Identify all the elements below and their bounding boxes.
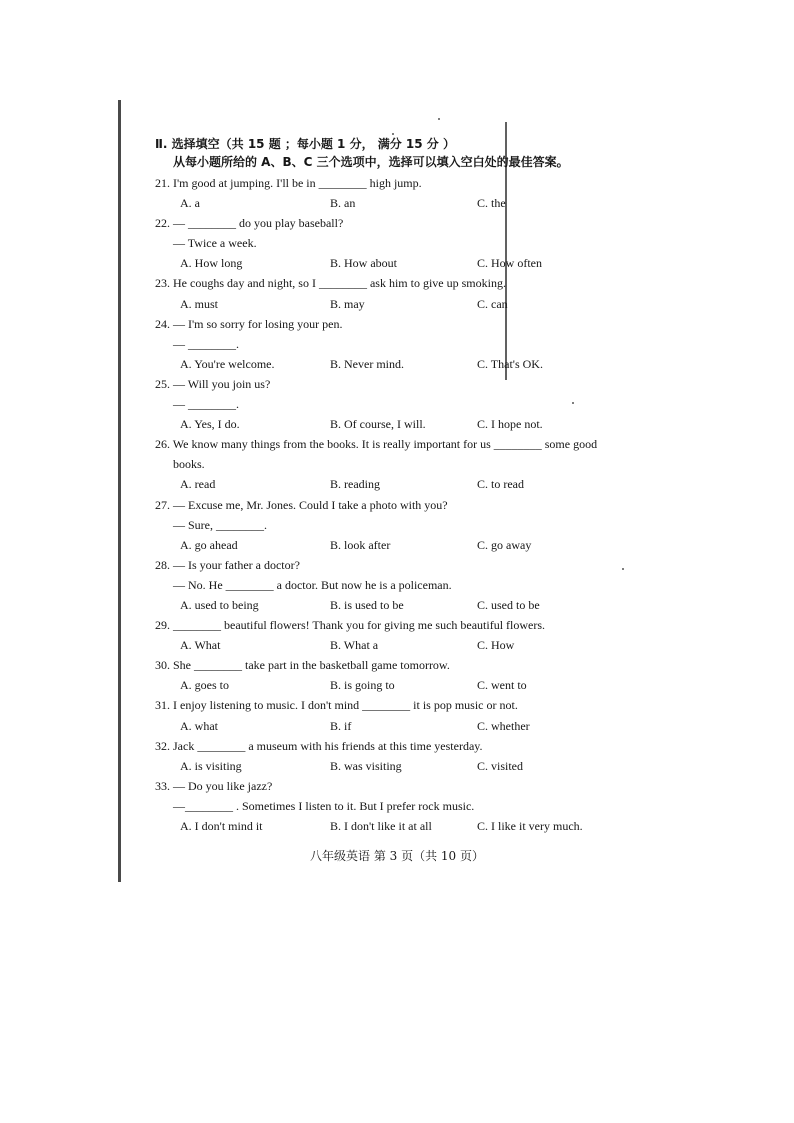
question-item — [155, 213, 645, 273]
answer-option-c: C. can — [477, 296, 508, 311]
question-item — [155, 695, 645, 735]
scan-speck — [438, 118, 440, 120]
question-item — [155, 736, 645, 776]
answer-option-a: A. What — [180, 638, 221, 653]
answer-option-c: C. whether — [477, 718, 530, 733]
answer-option-b: B. an — [330, 196, 356, 211]
question-item — [155, 273, 645, 313]
question-line: — Sure, ________. — [173, 517, 267, 532]
answer-option-c: C. went to — [477, 678, 527, 693]
question-line: — ________. — [173, 397, 239, 412]
question-item — [155, 776, 645, 836]
page-footer: 八年级英语 第 3 页（共 10 页） — [310, 849, 484, 863]
question-line: — No. He ________ a doctor. But now he is a policeman. — [173, 577, 452, 592]
answer-option-a: A. must — [180, 296, 219, 311]
question-stem: 24. — I'm so sorry for losing your pen. — [155, 316, 343, 331]
answer-option-c: C. That's OK. — [477, 356, 543, 371]
answer-options — [155, 595, 645, 615]
question-item — [155, 655, 645, 695]
answer-option-c: C. go away — [477, 537, 532, 552]
question-stem: 32. Jack ________ a museum with his friends at this time yesterday. — [155, 738, 483, 753]
answer-option-b: B. Never mind. — [330, 356, 404, 371]
answer-option-b: B. was visiting — [330, 758, 402, 773]
answer-option-a: A. How long — [180, 256, 243, 271]
answer-option-a: A. Yes, I do. — [180, 417, 240, 432]
answer-options — [155, 474, 645, 494]
answer-option-c: C. I hope not. — [477, 417, 543, 432]
answer-option-a: A. goes to — [180, 678, 229, 693]
answer-option-b: B. if — [330, 718, 352, 733]
question-line: — Twice a week. — [173, 236, 257, 251]
question-stem: 31. I enjoy listening to music. I don't mind ________ it is pop music or not. — [155, 698, 518, 713]
answer-options — [155, 675, 645, 695]
question-line: books. — [173, 457, 205, 472]
question-line: — ________. — [173, 336, 239, 351]
answer-option-b: B. reading — [330, 477, 380, 492]
answer-option-c: C. to read — [477, 477, 524, 492]
answer-option-b: B. I don't like it at all — [330, 819, 432, 833]
section-title: Ⅱ. 选择填空（共 15 题 ；每小题 1 分， 满分 15 分 ） — [155, 137, 455, 151]
answer-option-b: B. may — [330, 296, 365, 311]
answer-option-a: A. used to being — [180, 597, 259, 612]
answer-option-a: A. is visiting — [180, 758, 242, 773]
answer-option-c: C. visited — [477, 758, 524, 773]
question-stem: 29. ________ beautiful flowers! Thank you for giving me such beautiful flowers. — [155, 618, 546, 633]
question-stem: 30. She ________ take part in the basketball game tomorrow. — [155, 658, 450, 673]
answer-options — [155, 816, 645, 836]
question-item — [155, 555, 645, 615]
question-stem: 26. We know many things from the books. It is really important for us ________ some good — [155, 437, 598, 452]
question-item — [155, 173, 645, 213]
answer-option-a: A. read — [180, 477, 216, 492]
question-line: —________ . Sometimes I listen to it. But I prefer rock music. — [173, 798, 475, 813]
question-list — [155, 173, 645, 836]
answer-option-b: B. is used to be — [330, 597, 404, 612]
section-instruction: 从每小题所给的 A、B、C 三个选项中，选择可以填入空白处的最佳答案。 — [173, 155, 569, 169]
answer-options — [155, 354, 645, 374]
answer-options — [155, 756, 645, 776]
answer-option-b: B. Of course, I will. — [330, 417, 426, 432]
question-item — [155, 615, 645, 655]
question-stem: 21. I'm good at jumping. I'll be in ________ high jump. — [155, 176, 422, 190]
answer-option-b: B. is going to — [330, 678, 395, 693]
answer-option-c: C. How — [477, 638, 515, 653]
question-stem: 25. — Will you join us? — [155, 376, 271, 391]
answer-option-a: A. what — [180, 718, 218, 733]
answer-option-c: C. used to be — [477, 597, 540, 612]
answer-option-b: B. How about — [330, 256, 397, 271]
answer-options — [155, 716, 645, 736]
question-item — [155, 374, 645, 434]
exam-content — [155, 135, 645, 836]
answer-option-b: B. What a — [330, 638, 379, 653]
answer-option-a: A. You're welcome. — [180, 356, 275, 371]
question-item — [155, 314, 645, 374]
question-stem: 22. — ________ do you play baseball? — [155, 216, 344, 231]
answer-option-c: C. the — [477, 196, 506, 211]
answer-options — [155, 294, 645, 314]
question-item — [155, 434, 645, 494]
question-stem: 23. He coughs day and night, so I ________ ask him to give up smoking. — [155, 276, 506, 291]
question-stem: 28. — Is your father a doctor? — [155, 557, 300, 572]
answer-option-c: C. How often — [477, 256, 542, 271]
answer-options — [155, 253, 645, 273]
answer-options — [155, 535, 645, 555]
answer-option-b: B. look after — [330, 537, 391, 552]
question-stem: 33. — Do you like jazz? — [155, 778, 273, 793]
answer-option-a: A. a — [180, 196, 200, 211]
question-stem: 27. — Excuse me, Mr. Jones. Could I take a photo with you? — [155, 497, 448, 512]
scan-edge-shadow — [118, 100, 121, 882]
answer-options — [155, 414, 645, 434]
answer-option-c: C. I like it very much. — [477, 819, 583, 833]
answer-options — [155, 635, 645, 655]
question-item — [155, 495, 645, 555]
answer-options — [155, 193, 645, 213]
answer-option-a: A. I don't mind it — [180, 819, 263, 833]
answer-option-a: A. go ahead — [180, 537, 238, 552]
